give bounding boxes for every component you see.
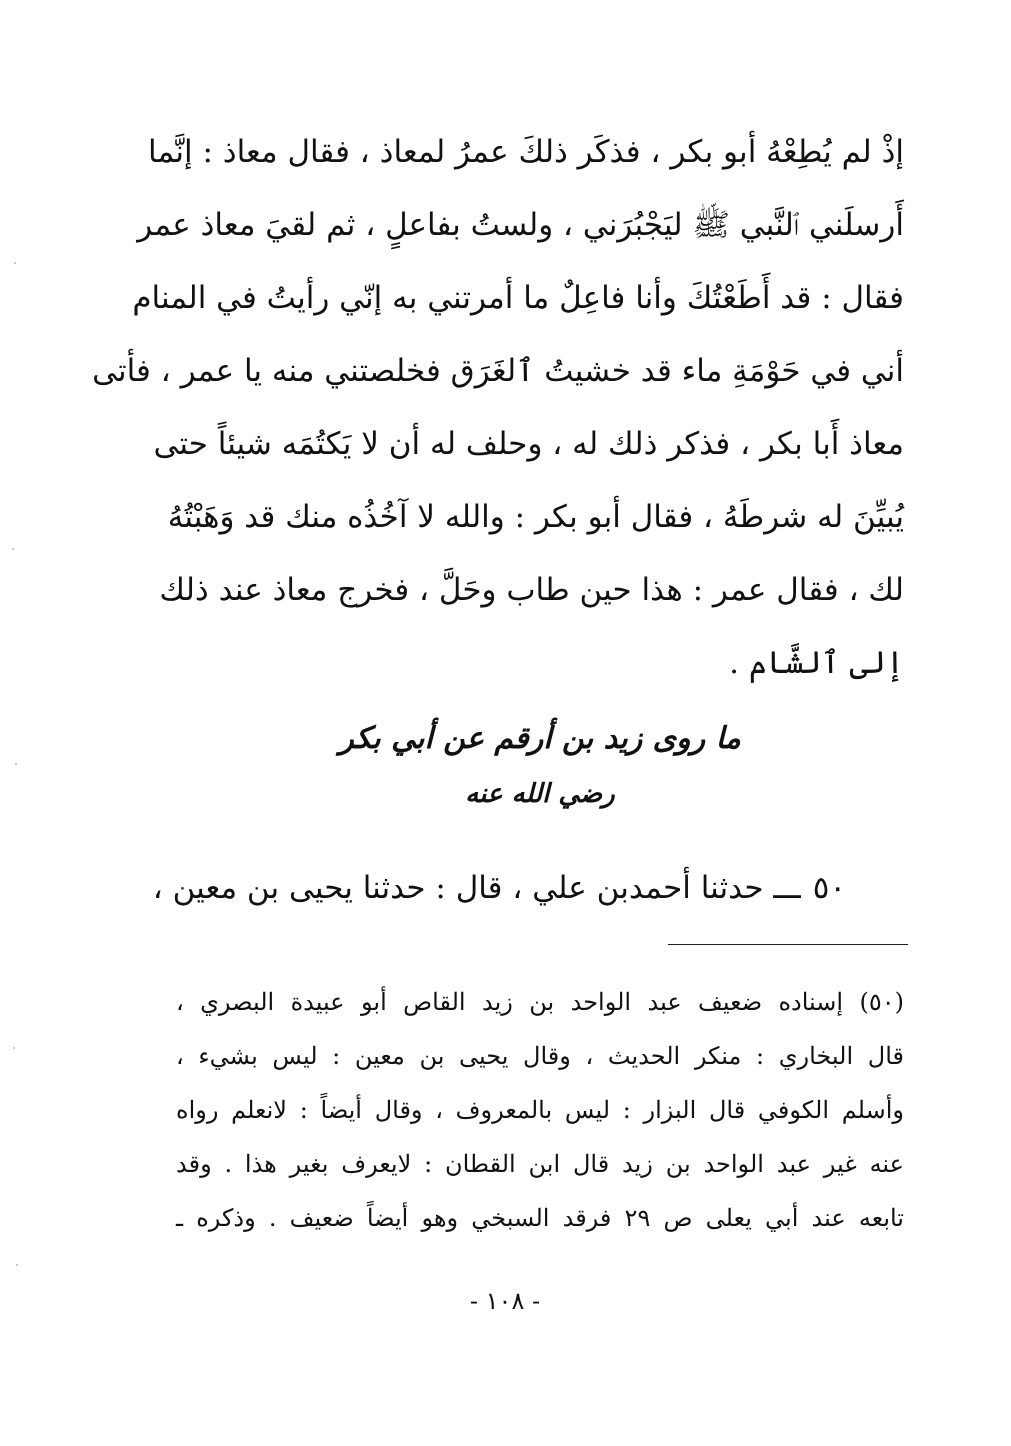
footnote-line: وأسلم الكوفي قال البزار : ليس بالمعروف ، وقال أيضاً : لانعلم رواه	[176, 1096, 904, 1124]
footnote-line: قال البخاري : منكر الحديث ، وقال يحيى بن معين : ليس بشيء ،	[176, 1042, 904, 1070]
text-line: إلى ٱلشَّام .	[729, 645, 904, 681]
footnote-line: (٥٠) إسناده ضعيف عبد الواحد بن زيد القاص أبو عبيدة البصري ،	[176, 988, 904, 1016]
scan-speck	[13, 1047, 15, 1049]
text-line: معاذ أَبا بكر ، فذكر ذلك له ، وحلف له أن لا يَكتُمَه شيئاً حتى	[153, 426, 904, 462]
page-number: - ١٠٨ -	[469, 1287, 541, 1315]
scan-speck	[14, 262, 16, 264]
main-text-block	[92, 116, 904, 700]
footnote-line: تابعه عند أبي يعلى ص ٢٩ فرقد السبخي وهو أيضاً ضعيف . وذكره ـ	[176, 1204, 904, 1232]
text-line: فقال : قد أَطَعْتُكَ وأنا فاعِلٌ ما أمرتني به إنّي رأيتُ في المنام	[132, 280, 904, 316]
footnotes-block	[176, 975, 904, 1245]
section-subheading: رضي الله عنه	[465, 779, 615, 809]
section-heading: ما روى زيد بن أرقم عن أبي بكر	[339, 721, 741, 756]
text-line: إذْ لم يُطِعْهُ أبو بكر ، فذكَر ذلكَ عمرُ لمعاذ ، فقال معاذ : إنَّما	[148, 134, 904, 170]
scan-speck	[15, 763, 17, 765]
text-line: أني في حَوْمَةِ ماء قد خشيتُ ٱلغَرَق فخلصتني منه يا عمر ، فأتى	[92, 353, 904, 389]
text-line: يُبيِّنَ له شرطَهُ ، فقال أبو بكر : والله لا آخُذُه منك قد وَهَبْتُهُ	[167, 499, 904, 535]
footnote-divider	[668, 944, 908, 945]
text-line: لك ، فقال عمر : هذا حين طاب وحَلَّ ، فخرج معاذ عند ذلك	[159, 572, 904, 608]
hadith-number: ٥٠	[812, 870, 846, 906]
scan-speck	[12, 548, 14, 550]
footnote-line: عنه غير عبد الواحد بن زيد قال ابن القطان : لايعرف بغير هذا . وقد	[176, 1150, 904, 1178]
hadith-intro	[152, 860, 846, 916]
text-line: أَرسلَني ٱلنَّبي ﷺ ليَجْبُرَني ، ولستُ بفاعلٍ ، ثم لقيَ معاذ عمر	[137, 207, 904, 243]
hadith-text: ـــ حدثنا أحمدبن علي ، قال : حدثنا يحيى بن معين ،	[152, 870, 801, 906]
scan-speck	[16, 1264, 18, 1266]
